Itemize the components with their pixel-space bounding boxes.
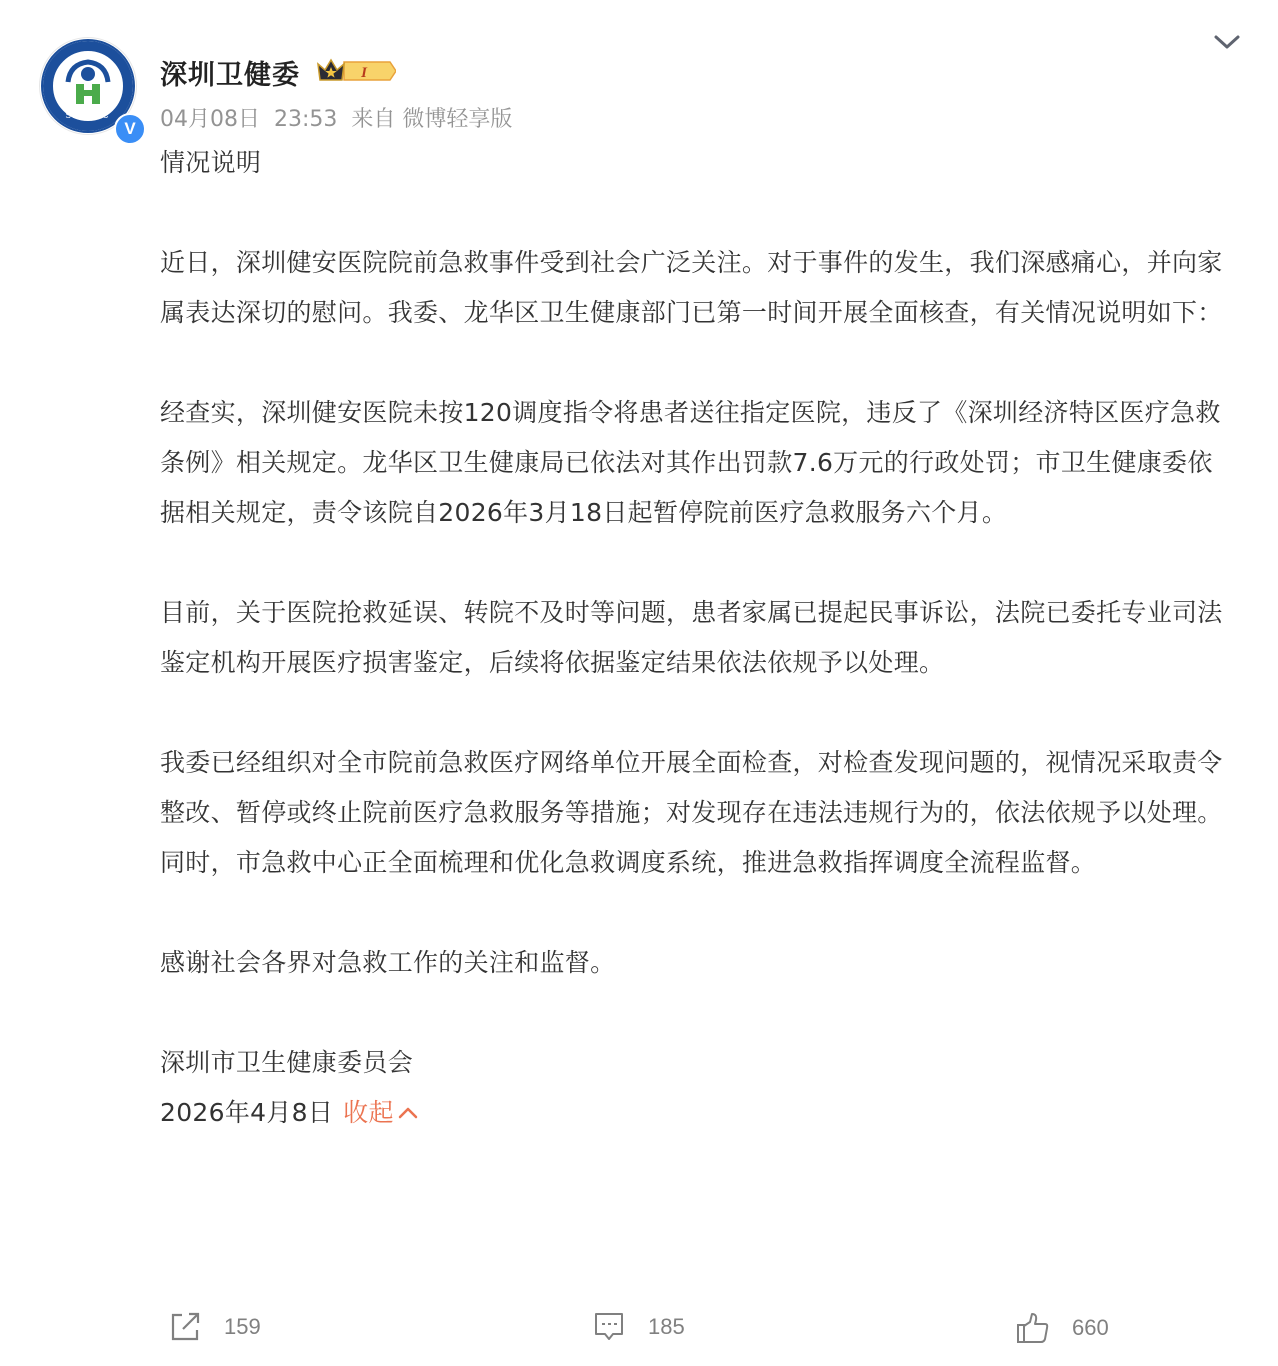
- verified-badge-icon: V: [114, 113, 146, 145]
- author-name[interactable]: 深圳卫健委: [160, 60, 300, 91]
- paragraph-3: 目前，关于医院抢救延误、转院不及时等问题，患者家属已提起民事诉讼，法院已委托专业司法鉴定机构开展医疗损害鉴定，后续将依据鉴定结果依法依规予以处理。: [160, 598, 1223, 677]
- paragraph-4: 我委已经组织对全市院前急救医疗网络单位开展全面检查，对检查发现问题的，视情况采取责令整改、暂停或终止院前医疗急救服务等措施；对发现存在违法违规行为的，依法依规予以处理。同时，市急救中心正全面梳理和优化急救调度系统，推进急救指挥调度全流程监督。: [160, 748, 1223, 877]
- post-meta: [160, 102, 526, 133]
- comment-button[interactable]: [594, 1312, 685, 1342]
- sign-date: 2026年4月8日: [160, 1098, 334, 1127]
- post-title: 情况说明: [160, 148, 262, 177]
- post-source: 来自 微博轻享版: [351, 107, 513, 132]
- chevron-up-icon: [397, 1106, 419, 1120]
- sign-date-row: [160, 1088, 1230, 1138]
- like-button[interactable]: [1016, 1312, 1109, 1344]
- post-actions: [0, 1312, 1278, 1356]
- chevron-down-icon: [1212, 32, 1242, 52]
- member-level-badge[interactable]: [316, 56, 396, 86]
- paragraph-2: 经查实，深圳健安医院未按120调度指令将患者送往指定医院，违反了《深圳经济特区医疗急救条例》相关规定。龙华区卫生健康局已依法对其作出罚款7.6万元的行政处罚；市卫生健康委依据相关规定，责令该院自2026年3月18日起暂停院前医疗急救服务六个月。: [160, 398, 1221, 527]
- repost-count: 159: [224, 1314, 261, 1339]
- thumbs-up-icon: [1016, 1312, 1050, 1344]
- paragraph-1: 近日，深圳健安医院院前急救事件受到社会广泛关注。对于事件的发生，我们深感痛心，并向家属表达深切的慰问。我委、龙华区卫生健康部门已第一时间开展全面核查，有关情况说明如下：: [160, 248, 1223, 327]
- post-content: [160, 138, 1230, 1138]
- comment-count: 185: [648, 1314, 685, 1339]
- collapse-link[interactable]: [343, 1098, 419, 1127]
- signature: 深圳市卫生健康委员会: [160, 1048, 414, 1077]
- post-date: 04月08日: [160, 107, 260, 132]
- comment-icon: [594, 1312, 626, 1342]
- paragraph-5: 感谢社会各界对急救工作的关注和监督。: [160, 948, 616, 977]
- crown-level-icon: [316, 56, 396, 86]
- like-count: 660: [1072, 1315, 1109, 1340]
- more-options-button[interactable]: [1212, 32, 1242, 52]
- svg-text:I: I: [361, 65, 367, 81]
- svg-text:SZPHHC: SZPHHC: [65, 111, 111, 120]
- post-time[interactable]: 23:53: [274, 107, 338, 132]
- collapse-label: 收起: [343, 1098, 394, 1127]
- repost-button[interactable]: [170, 1312, 261, 1342]
- share-icon: [170, 1312, 202, 1342]
